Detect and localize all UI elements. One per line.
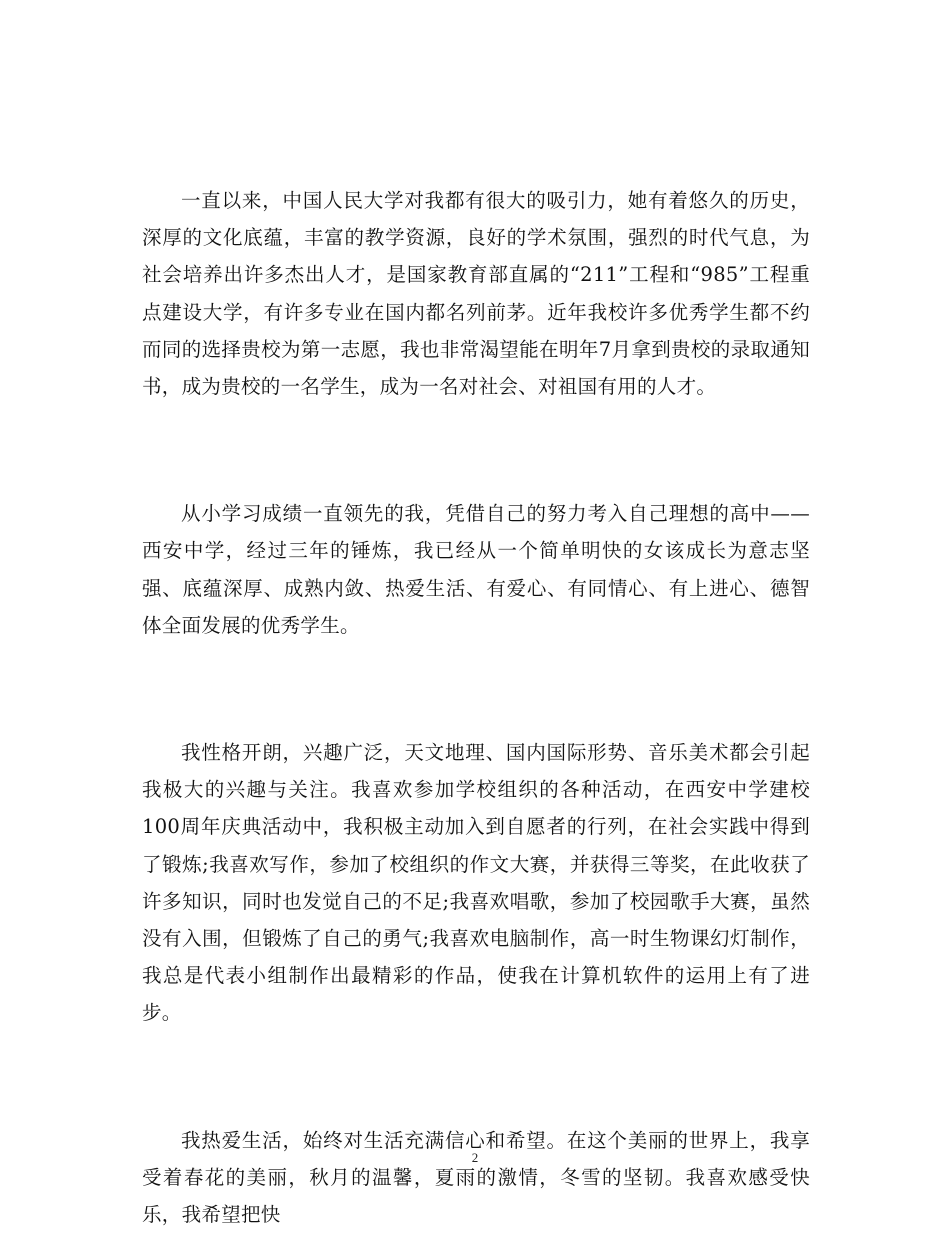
paragraph-2: 从小学习成绩一直领先的我，凭借自己的努力考入自己理想的高中——西安中学，经过三年的锤炼，我已经从一个简单明快的女该成长为意志坚强、底蕴深厚、成熟内敛、热爱生活、有爱心、有同情心、有上进心、德智体全面发展的优秀学生。: [142, 502, 810, 637]
paragraph-spacer: [142, 1032, 810, 1122]
document-body: [142, 182, 810, 1233]
paragraph-3: 我性格开朗，兴趣广泛，天文地理、国内国际形势、音乐美术都会引起我极大的兴趣与关注。我喜欢参加学校组织的各种活动，在西安中学建校100周年庆典活动中，我积极主动加入到自愿者的行列，在社会实践中得到了锻炼;我喜欢写作，参加了校组织的作文大赛，并获得三等奖，在此收获了许多知识，同时也发觉自己的不足;我喜欢唱歌，参加了校园歌手大赛，虽然没有入围，但锻炼了自己的勇气;我喜欢电脑制作，高一时生物课幻灯制作，我总是代表小组制作出最精彩的作品，使我在计算机软件的运用上有了进步。: [142, 741, 810, 1025]
page-number: 2: [471, 1150, 479, 1165]
paragraph-4: 我热爱生活，始终对生活充满信心和希望。在这个美丽的世界上，我享受着春花的美丽，秋月的温馨，夏雨的激情，冬雪的坚韧。我喜欢感受快乐，我希望把快: [142, 1128, 810, 1227]
paragraph-1: 一直以来，中国人民大学对我都有很大的吸引力，她有着悠久的历史，深厚的文化底蕴，丰富的教学资源，良好的学术氛围，强烈的时代气息，为社会培养出许多杰出人才，是国家教育部直属的“211”工程和“985”工程重点建设大学，有许多专业在国内都名列前茅。近年我校许多优秀学生都不约而同的选择贵校为第一志愿，我也非常渴望能在明年7月拿到贵校的录取通知书，成为贵校的一名学生，成为一名对社会、对祖国有用的人才。: [142, 189, 810, 399]
paragraph-spacer: [142, 405, 810, 495]
paragraph-spacer: [142, 644, 810, 734]
